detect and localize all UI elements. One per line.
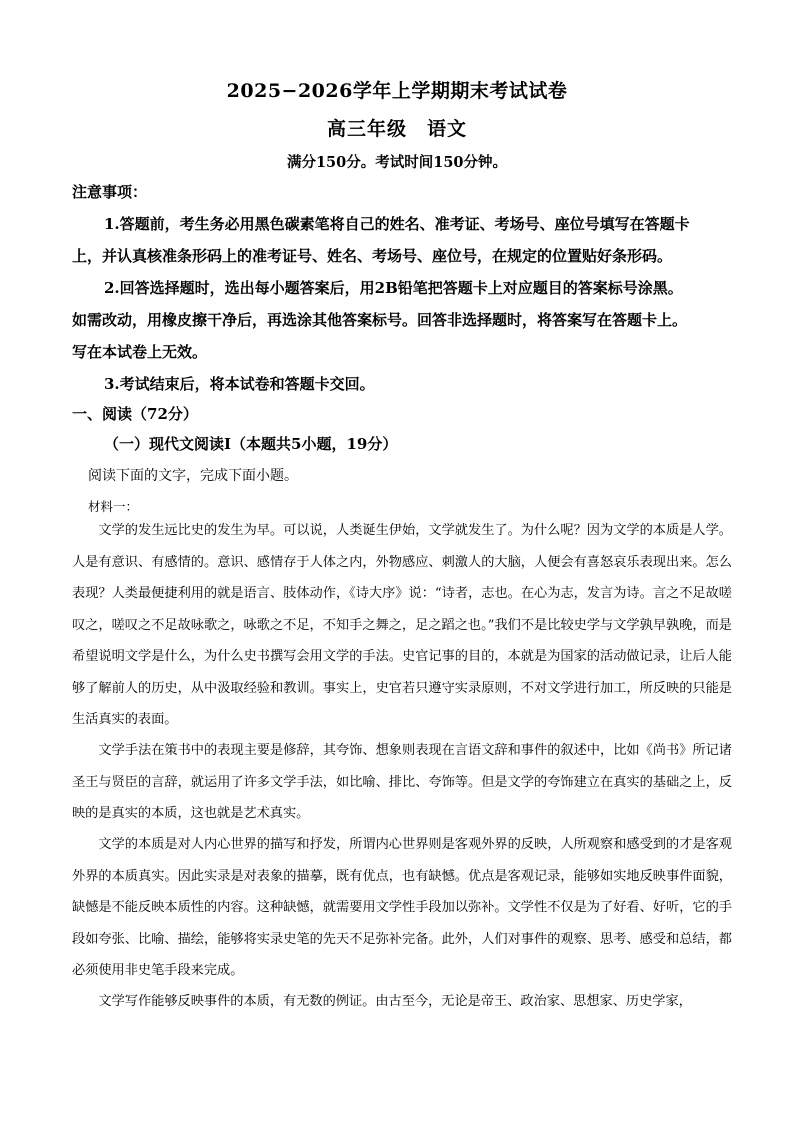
paragraph-3: 文学的本质是对人内心世界的描写和抒发，所谓内心世界则是客观外界的反映，人所观察和感受到的才是客观外界的本质真实。因此实录是对表象的描摹，既有优点，也有缺憾。优点是客观记录，能够如实地反映事件面貌，缺憾是不能反映本质性的内容。这种缺憾，就需要用文学性手段加以弥补。文学性不仅是为了好看、好听，它的手段如夸张、比喻、描绘，能够将实录史笔的先天不足弥补完备。此外，人们对事件的观察、思考、感受和总结，都必须使用非史笔手段来完成。	[72, 837, 732, 978]
paragraph-2: 文学手法在策书中的表现主要是修辞，其夸饰、想象则表现在言语文辞和事件的叙述中，比如《尚书》所记诸圣王与贤臣的言辞，就运用了许多文学手法，如比喻、排比、夸饰等。但是文学的夸饰建立在真实的基础之上，反映的是真实的本质，这也就是艺术真实。	[72, 743, 732, 821]
reading-instruction: 阅读下面的文字，完成下面小题。	[88, 468, 298, 484]
section-subheading: （一）现代文阅读Ⅰ（本题共5小题，19分）	[104, 435, 398, 453]
material-label: 材料一：	[88, 499, 139, 514]
notice-heading: 注意事项：	[72, 183, 148, 201]
paragraph-4: 文学写作能够反映事件的本质，有无数的例证。由古至今，无论是帝王、政治家、思想家、历史学家，	[98, 994, 692, 1009]
exam-subtitle: 高三年级 语文	[326, 118, 467, 140]
notice-item-1-line-1: 1.答题前，考生务必用黑色碳素笔将自己的姓名、准考证、考场号、座位号填写在答题卡	[104, 215, 690, 233]
notice-item-2-line-3: 写在本试卷上无效。	[72, 343, 208, 361]
paragraph-1: 文学的发生远比史的发生为早。可以说，人类诞生伊始，文学就发生了。为什么呢？因为文学的本质是人学。人是有意识、有感情的。意识、感情存于人体之内，外物感应、刺激人的大脑，人便会有喜怒哀乐表现出来。怎么表现？人类最便捷利用的就是语言、肢体动作，《诗大序》说：“诗者，志也。在心为志，发言为诗。言之不足故嗟叹之，嗟叹之不足故咏歌之，咏歌之不足，不知手之舞之，足之蹈之也。”我们不是比较史学与文学孰早孰晚，而是希望说明文学是什么，为什么史书撰写会用文学的手法。史官记事的目的，本就是为国家的活动做记录，让后人能够了解前人的历史，从中汲取经验和教训。事实上，史官若只遵守实录原则，不对文学进行加工，所反映的只能是生活真实的表面。	[72, 523, 732, 727]
notice-item-2-line-2: 如需改动，用橡皮擦干净后，再选涂其他答案标号。回答非选择题时，将答案写在答题卡上。	[72, 311, 688, 329]
notice-item-2-line-1: 2.回答选择题时，选出每小题答案后，用2B铅笔把答题卡上对应题目的答案标号涂黑。	[104, 279, 683, 297]
exam-title: 2025−2026学年上学期期末考试试卷	[226, 80, 568, 102]
section-heading: 一、阅读（72分）	[72, 405, 198, 423]
notice-item-3: 3.考试结束后，将本试卷和答题卡交回。	[104, 375, 375, 393]
notice-item-1-line-2: 上，并认真核准条形码上的准考证号、姓名、考场号、座位号，在规定的位置贴好条形码。	[72, 247, 673, 265]
score-info: 满分150分。考试时间150分钟。	[286, 154, 508, 171]
